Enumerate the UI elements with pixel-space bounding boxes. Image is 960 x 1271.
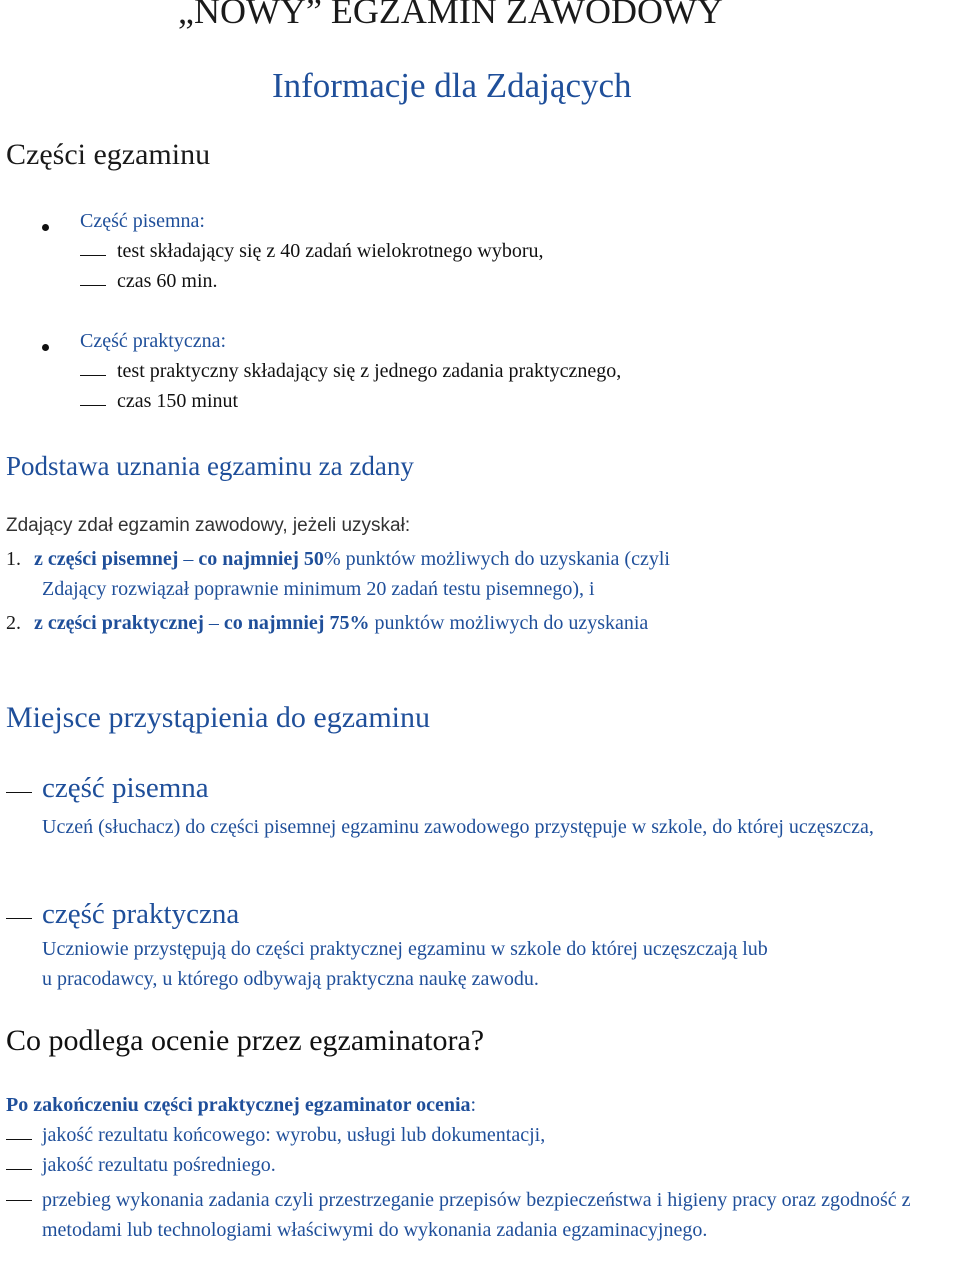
section-heading-parts: Części egzaminu <box>6 138 211 171</box>
place-written-title: część pisemna <box>42 772 209 804</box>
practical-part-label: Część praktyczna: <box>80 330 227 352</box>
place-written-text: Uczeń (słuchacz) do części pisemnej egzaminu zawodowego przystępuje w szkole, do której uczęszcza, <box>42 816 874 838</box>
section-heading-place: Miejsce przystąpienia do egzaminu <box>6 701 431 734</box>
bold-text: co najmniej 75% <box>223 612 370 634</box>
place-practical-text: Uczniowie przystępują do części praktycznej egzaminu w szkole do której uczęszczają lub <box>42 938 768 960</box>
bold-text: z części praktycznej <box>34 612 204 634</box>
written-part-label: Część pisemna: <box>80 210 205 232</box>
list-number: 1. <box>6 548 21 570</box>
page-title: „NOWY” EGZAMIN ZAWODOWY <box>178 0 723 31</box>
bullet-icon <box>42 224 49 231</box>
dash-icon <box>80 405 106 406</box>
dash-icon <box>80 255 106 256</box>
dash-icon <box>6 1139 32 1140</box>
pass-intro: Zdający zdał egzamin zawodowy, jeżeli uzyskał: <box>6 515 411 536</box>
section-heading-assessment: Co podlega ocenie przez egzaminatora? <box>6 1024 485 1057</box>
written-item: test składający się z 40 zadań wielokrotnego wyboru, <box>117 240 544 262</box>
dash-icon <box>6 1169 32 1170</box>
place-practical-title: część praktyczna <box>42 898 240 930</box>
bold-text: co najmniej 50 <box>198 548 324 570</box>
dash-icon <box>80 375 106 376</box>
section-heading-pass: Podstawa uznania egzaminu za zdany <box>6 451 414 481</box>
assessment-intro <box>6 1094 476 1117</box>
bold-text: z części pisemnej <box>34 548 179 570</box>
assessment-item: przebieg wykonania zadania czyli przestrzeganie przepisów bezpieczeństwa i higieny pracy oraz zgodność z metodami lub technologiami właściwymi do wykonania zadania egzaminacyjnego. <box>42 1189 911 1241</box>
place-practical-text: u pracodawcy, u którego odbywają praktyczna naukę zawodu. <box>42 968 539 990</box>
pass-item-1-continuation: Zdający rozwiązał poprawnie minimum 20 zadań testu pisemnego), i <box>42 578 595 600</box>
assessment-item: jakość rezultatu końcowego: wyrobu, usługi lub dokumentacji, <box>42 1124 546 1146</box>
page-subtitle: Informacje dla Zdających <box>272 66 632 105</box>
bold-text: Po zakończeniu części praktycznej egzaminator ocenia <box>6 1094 471 1116</box>
colon-text: : <box>470 1094 477 1116</box>
dash-icon <box>6 792 32 793</box>
practical-item: test praktyczny składający się z jednego zadania praktycznego, <box>117 360 622 382</box>
dash-icon <box>6 1200 32 1201</box>
item-text: % punktów możliwych do uzyskania (czyli <box>323 548 670 570</box>
written-item: czas 60 min. <box>117 270 218 292</box>
dash-icon <box>80 285 106 286</box>
bullet-icon <box>42 344 49 351</box>
assessment-item: jakość rezultatu pośredniego. <box>42 1154 276 1176</box>
pass-item-2: 2. z części praktycznej – co najmniej 75% punktów możliwych do uzyskania <box>6 612 649 634</box>
practical-item: czas 150 minut <box>117 390 239 412</box>
dash-icon <box>6 918 32 919</box>
item-text: punktów możliwych do uzyskania <box>374 612 649 634</box>
pass-item-1: 1. z części pisemnej – co najmniej 50% punktów możliwych do uzyskania (czyli <box>6 548 670 570</box>
list-number: 2. <box>6 612 21 634</box>
